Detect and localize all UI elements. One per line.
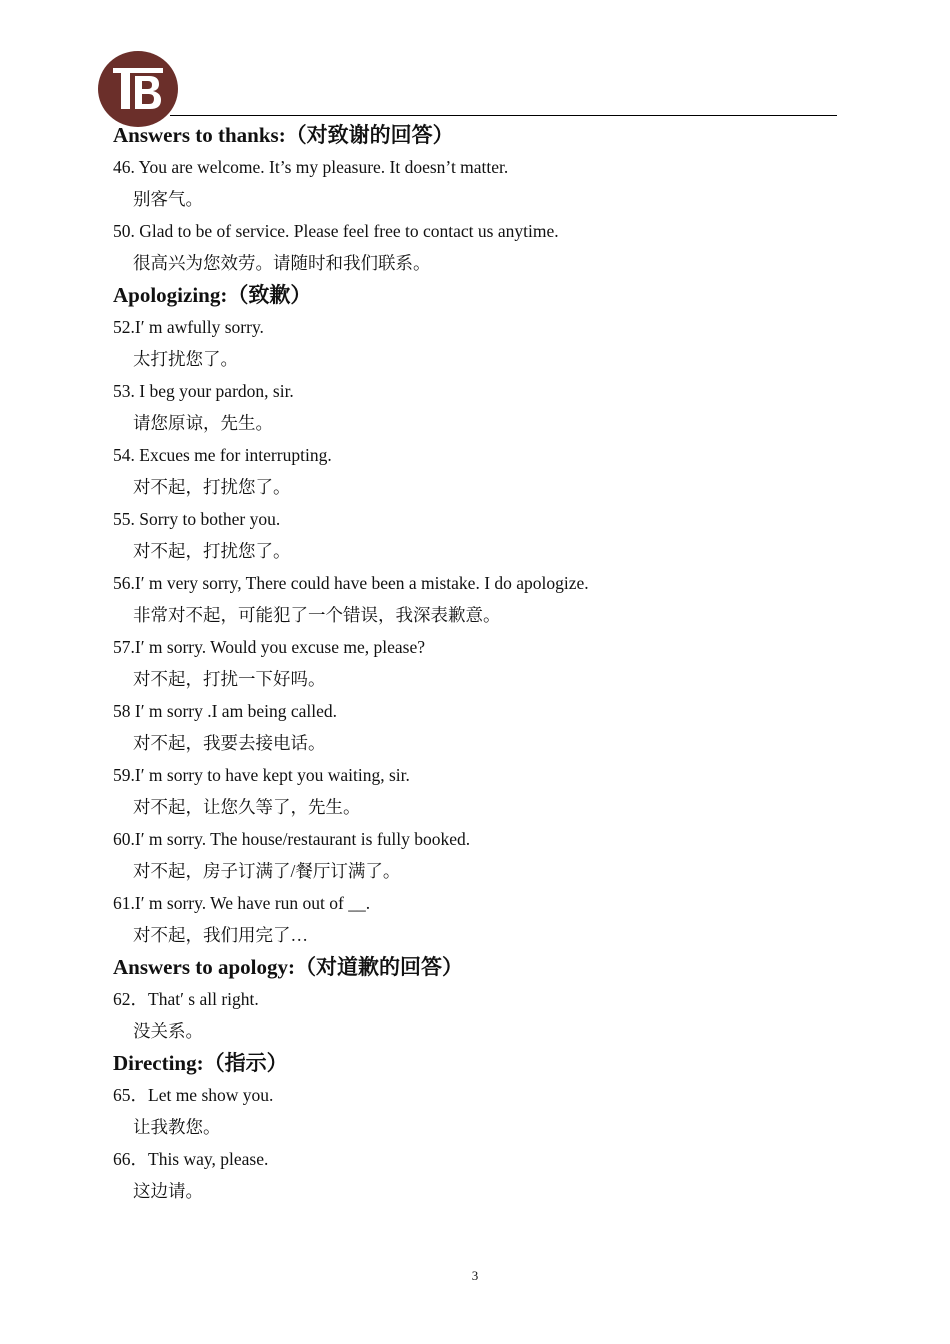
phrase-english: 46. You are welcome. It’s my pleasure. It doesn’t matter.	[113, 157, 509, 177]
phrase-chinese: 对不起，我们用完了…	[133, 925, 308, 945]
phrase-chinese: 对不起，我要去接电话。	[133, 733, 326, 753]
phrase-chinese: 对不起，打扰一下好吗。	[133, 669, 326, 689]
phrase-english: 65．Let me show you.	[113, 1085, 274, 1105]
phrase-chinese: 这边请。	[133, 1181, 203, 1201]
phrase-chinese: 没关系。	[133, 1021, 203, 1041]
phrase-english: 55. Sorry to bother you.	[113, 509, 281, 529]
phrase-english: 52.I′ m awfully sorry.	[113, 317, 264, 337]
phrase-chinese: 非常对不起，可能犯了一个错误，我深表歉意。	[133, 605, 501, 625]
phrase-english: 61.I′ m sorry. We have run out of __.	[113, 893, 371, 913]
page-number: 3	[471, 1268, 479, 1283]
logo-emblem-icon	[97, 50, 179, 128]
document-body	[113, 119, 843, 1207]
phrase-english: 50. Glad to be of service. Please feel free to contact us anytime.	[113, 221, 559, 241]
phrase-chinese: 别客气。	[133, 189, 203, 209]
phrase-chinese: 让我教您。	[133, 1117, 221, 1137]
header-rule	[170, 115, 837, 116]
phrase-chinese: 对不起，房子订满了/餐厅订满了。	[133, 861, 401, 881]
section-heading: Answers to thanks:（对致谢的回答）	[113, 123, 454, 147]
phrase-english: 56.I′ m very sorry, There could have been a mistake. I do apologize.	[113, 573, 589, 593]
phrase-english: 62．That′ s all right.	[113, 989, 259, 1009]
phrase-chinese: 请您原谅，先生。	[133, 413, 273, 433]
phrase-chinese: 对不起，让您久等了，先生。	[133, 797, 361, 817]
phrase-english: 59.I′ m sorry to have kept you waiting, sir.	[113, 765, 410, 785]
phrase-chinese: 太打扰您了。	[133, 349, 238, 369]
section-heading: Apologizing:（致歉）	[113, 283, 312, 307]
phrase-english: 66．This way, please.	[113, 1149, 269, 1169]
phrase-english: 60.I′ m sorry. The house/restaurant is fully booked.	[113, 829, 471, 849]
phrase-chinese: 对不起，打扰您了。	[133, 541, 291, 561]
phrase-chinese: 对不起，打扰您了。	[133, 477, 291, 497]
company-logo	[97, 50, 179, 128]
phrase-english: 58 I′ m sorry .I am being called.	[113, 701, 337, 721]
section-heading: Directing:（指示）	[113, 1051, 288, 1075]
section-heading: Answers to apology:（对道歉的回答）	[113, 955, 463, 979]
phrase-english: 54. Excues me for interrupting.	[113, 445, 332, 465]
phrase-english: 53. I beg your pardon, sir.	[113, 381, 294, 401]
phrase-chinese: 很高兴为您效劳。请随时和我们联系。	[133, 253, 431, 273]
phrase-english: 57.I′ m sorry. Would you excuse me, please?	[113, 637, 425, 657]
